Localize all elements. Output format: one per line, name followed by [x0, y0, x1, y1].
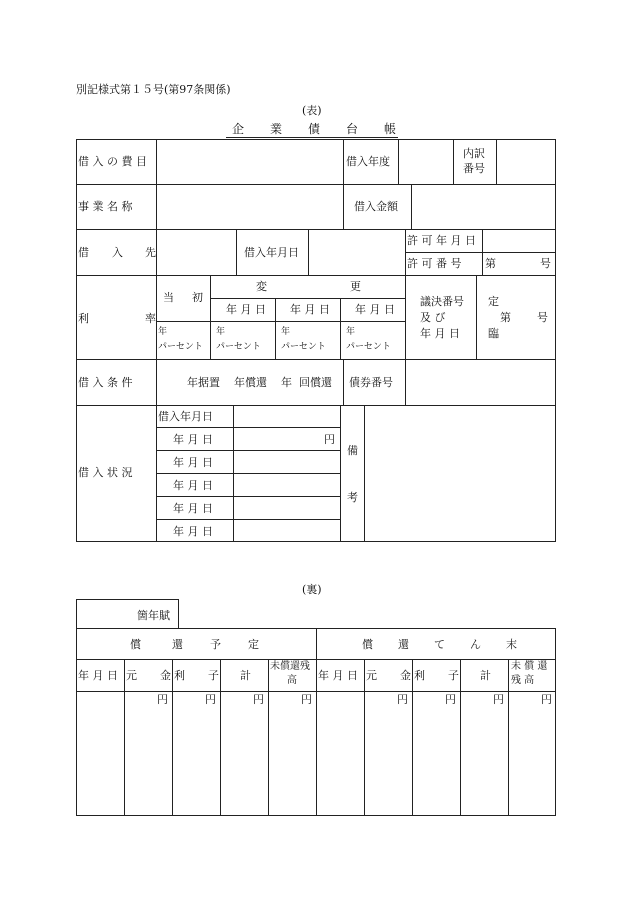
remarks-label-1: 備 — [347, 444, 358, 457]
lender-label-3: 先 — [145, 246, 156, 259]
bond-no-label: 債券番号 — [349, 376, 393, 389]
col-interest-2: 子 — [208, 669, 219, 682]
result-char: 償 — [362, 638, 373, 651]
resolution-label-2: 及 び — [420, 311, 446, 324]
condition-deferment: 年据置 — [187, 376, 220, 389]
change-label-2: 更 — [350, 280, 361, 293]
borrow-year-label: 借入年度 — [346, 155, 390, 168]
status-label: 借 入 状 況 — [78, 466, 133, 479]
result-char: 末 — [506, 638, 517, 651]
rate-percent-3: パーセント — [281, 342, 326, 352]
col-unpaid2-1: 未 償 還 — [511, 661, 548, 672]
condition-year: 年 — [281, 376, 292, 389]
rate-year-2: 年 — [216, 327, 226, 337]
back-label: (裏) — [302, 583, 322, 596]
borrow-date-label: 借入年月日 — [244, 246, 299, 259]
yen-unit: 円 — [493, 693, 504, 706]
form-id: 別記様式第１５号(第97条関係) — [76, 83, 231, 96]
rate-label-2: 率 — [145, 312, 156, 325]
condition-repayment: 年償還 — [234, 376, 267, 389]
col-interest-1: 利 — [174, 669, 185, 682]
yen-unit: 円 — [157, 693, 168, 706]
rate-percent-2: パーセント — [216, 342, 261, 352]
initial-label-2: 初 — [192, 291, 203, 304]
result-char: て — [434, 638, 445, 651]
borrow-amount-label: 借入金額 — [354, 200, 398, 213]
plan-char: 還 — [172, 638, 183, 651]
rate-year-1: 年 — [158, 327, 168, 337]
temporary-label: 臨 — [488, 327, 499, 340]
breakdown-label: 内訳 — [463, 147, 485, 160]
resolution-label-1: 議決番号 — [420, 295, 464, 308]
status-row-yen: 円 — [324, 433, 335, 446]
col-principal-2: 金 — [400, 669, 411, 682]
yen-unit: 円 — [397, 693, 408, 706]
plan-char: 予 — [210, 638, 221, 651]
col-principal-2: 金 — [160, 669, 171, 682]
title-char: 債 — [308, 122, 323, 136]
status-row-date: 年 月 日 — [173, 433, 213, 446]
change-date-3: 年 月 日 — [355, 303, 395, 316]
col-unpaid-1: 未償還残 — [270, 661, 310, 672]
fixed-go: 号 — [537, 311, 548, 324]
remarks-label-2: 考 — [347, 491, 358, 504]
title-char: 台 — [346, 122, 361, 136]
breakdown-label-2: 番号 — [463, 162, 485, 175]
title-char: 業 — [270, 122, 285, 136]
col-unpaid-2: 高 — [287, 675, 297, 686]
yen-unit: 円 — [445, 693, 456, 706]
rate-label-1: 利 — [78, 312, 89, 325]
fixed-label: 定 — [488, 295, 499, 308]
title-char: 企 — [232, 122, 247, 136]
fixed-dai: 第 — [500, 311, 511, 324]
change-label-1: 変 — [256, 280, 267, 293]
plan-char: 定 — [248, 638, 259, 651]
col-unpaid2-2: 残 高 — [511, 675, 535, 686]
col-ymd: 年 月 日 — [318, 669, 358, 682]
times-label: 箇年賦 — [137, 609, 170, 622]
front-label: (表) — [302, 104, 322, 117]
resolution-label-3: 年 月 日 — [420, 327, 460, 340]
project-name-label: 事 業 名 称 — [78, 200, 133, 213]
rate-percent-1: パーセント — [158, 342, 203, 352]
col-interest-2: 子 — [448, 669, 459, 682]
borrow-purpose-label: 借 入 の 費 目 — [78, 155, 147, 168]
lender-label-1: 借 — [78, 246, 89, 259]
result-char: 還 — [398, 638, 409, 651]
status-row-date: 年 月 日 — [173, 456, 213, 469]
rate-year-4: 年 — [346, 327, 356, 337]
permit-no-dai: 第 — [485, 257, 496, 270]
col-interest-1: 利 — [414, 669, 425, 682]
title-underline — [226, 137, 398, 138]
yen-unit: 円 — [205, 693, 216, 706]
change-date-2: 年 月 日 — [290, 303, 330, 316]
plan-char: 償 — [130, 638, 141, 651]
condition-times: 回償還 — [299, 376, 332, 389]
yen-unit: 円 — [541, 693, 552, 706]
col-ymd: 年 月 日 — [78, 669, 118, 682]
status-row-date: 年 月 日 — [173, 502, 213, 515]
rate-year-3: 年 — [281, 327, 291, 337]
col-principal-1: 元 — [366, 669, 377, 682]
conditions-label: 借 入 条 件 — [78, 376, 133, 389]
status-row-date: 年 月 日 — [173, 479, 213, 492]
title-char: 帳 — [384, 122, 399, 136]
permit-date-label: 許 可 年 月 日 — [407, 234, 476, 247]
col-total: 計 — [240, 669, 251, 682]
col-principal-1: 元 — [126, 669, 137, 682]
result-char: ん — [470, 638, 481, 651]
rate-percent-4: パーセント — [346, 342, 391, 352]
status-date-header: 借入年月日 — [158, 410, 213, 423]
permit-no-label: 許 可 番 号 — [407, 257, 462, 270]
status-row-date: 年 月 日 — [173, 525, 213, 538]
yen-unit: 円 — [253, 693, 264, 706]
yen-unit: 円 — [301, 693, 312, 706]
col-total: 計 — [480, 669, 491, 682]
initial-label-1: 当 — [163, 291, 174, 304]
change-date-1: 年 月 日 — [226, 303, 266, 316]
lender-label-2: 入 — [112, 246, 123, 259]
permit-no-go: 号 — [540, 257, 551, 270]
